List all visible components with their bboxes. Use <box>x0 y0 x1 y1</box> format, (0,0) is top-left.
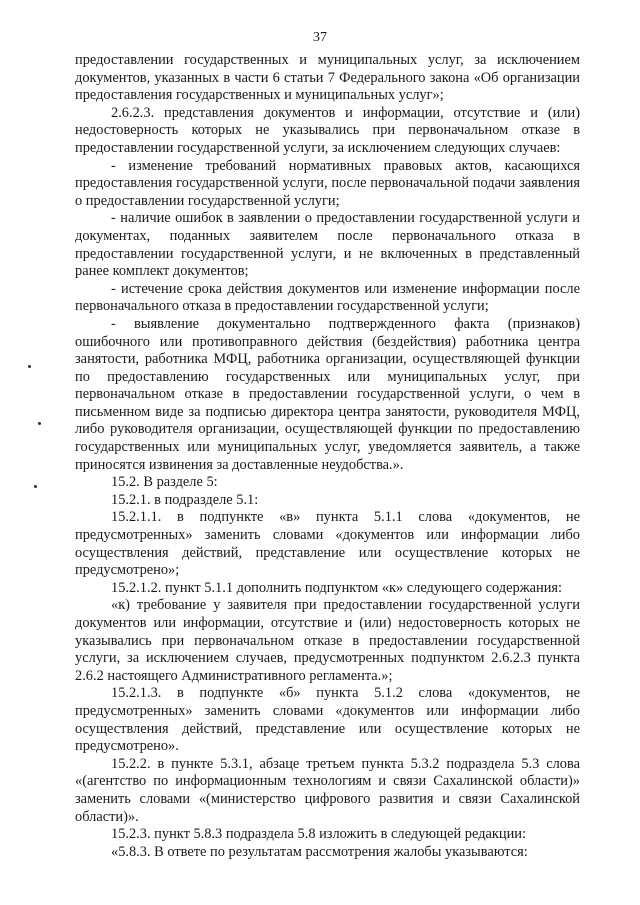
document-body <box>75 52 580 861</box>
paragraph-15-2-3: 15.2.3. пункт 5.8.3 подраздела 5.8 изложить в следующей редакции: <box>111 826 526 843</box>
paragraph-15-2-1: 15.2.1. в подразделе 5.1: <box>111 491 259 508</box>
paragraph-bullet-4: - выявление документально подтвержденного факта (признаков) ошибочного или противоправного действия (бездействия) работника центра занятости, работника МФЦ, работника организации, осуществляющей функции по предоставлению государственных или муниципальных услуг, при первоначальном отказе в предоставлении государственной услуги, о чем в письменном виде за подписью директора центра занятости, руководителя МФЦ, либо руководителя организации, осуществляющей функции по предоставлению государственных или муниципальных услуг, уведомляется заявитель, а также приносятся извинения за доставленные неудобства.». <box>75 315 580 473</box>
paragraph-5-8-3: «5.8.3. В ответе по результатам рассмотрения жалобы указываются: <box>111 843 528 860</box>
scan-speck <box>28 365 31 368</box>
page-number: 37 <box>313 30 327 45</box>
paragraph-15-2: 15.2. В разделе 5: <box>111 474 218 491</box>
paragraph-bullet-1: - изменение требований нормативных правовых актов, касающихся предоставления государственной услуги, после первоначальной подачи заявления о предоставлении государственной услуги; <box>75 157 580 209</box>
paragraph-bullet-3: - истечение срока действия документов или изменение информации после первоначального отказа в предоставлении государственной услуги; <box>75 280 580 315</box>
paragraph-15-2-1-2: 15.2.1.2. пункт 5.1.1 дополнить подпунктом «к» следующего содержания: <box>111 579 563 596</box>
scan-speck <box>38 422 41 425</box>
paragraph-subpoint-k: «к) требование у заявителя при предоставлении государственной услуги документов или информации, отсутствие и (или) недостоверность которых не указывались при первоначальном отказе в предоставлении государственной услуги, за исключением случаев, предусмотренных подпунктом 2.6.2.3 пункта 2.6.2 настоящего Административного регламента.»; <box>75 597 580 684</box>
paragraph-bullet-2: - наличие ошибок в заявлении о предоставлении государственной услуги и документах, поданных заявителем после первоначального отказа в предоставлении государственной услуги, и не включенных в представленный ранее комплект документов; <box>75 210 580 280</box>
scan-speck <box>34 485 37 488</box>
paragraph-15-2-1-1: 15.2.1.1. в подпункте «в» пункта 5.1.1 слова «документов, не предусмотренных» заменить словами «документов или информации либо осуществления действий, представление или осуществление которых не предусмотрено»; <box>75 509 580 579</box>
paragraph-15-2-2: 15.2.2. в пункте 5.3.1, абзаце третьем пункта 5.3.2 подраздела 5.3 слова «(агентство по информационным технологиям и связи Сахалинской области)» заменить словами «(министерство цифрового развития и связи Сахалинской области)». <box>75 755 580 825</box>
paragraph-2-6-2-3: 2.6.2.3. представления документов и информации, отсутствие и (или) недостоверность которых не указывались при первоначальном отказе в предоставлении государственной услуги, за исключением следующих случаев: <box>75 104 580 156</box>
paragraph-continuation: предоставлении государственных и муниципальных услуг, за исключением документов, указанных в части 6 статьи 7 Федерального закона «Об организации предоставления государственных и муниципальных услуг»; <box>75 52 580 104</box>
paragraph-15-2-1-3: 15.2.1.3. в подпункте «б» пункта 5.1.2 слова «документов, не предусмотренных» заменить словами «документов или информации либо осуществления действий, представление или осуществление которых не предусмотрено». <box>75 685 580 755</box>
